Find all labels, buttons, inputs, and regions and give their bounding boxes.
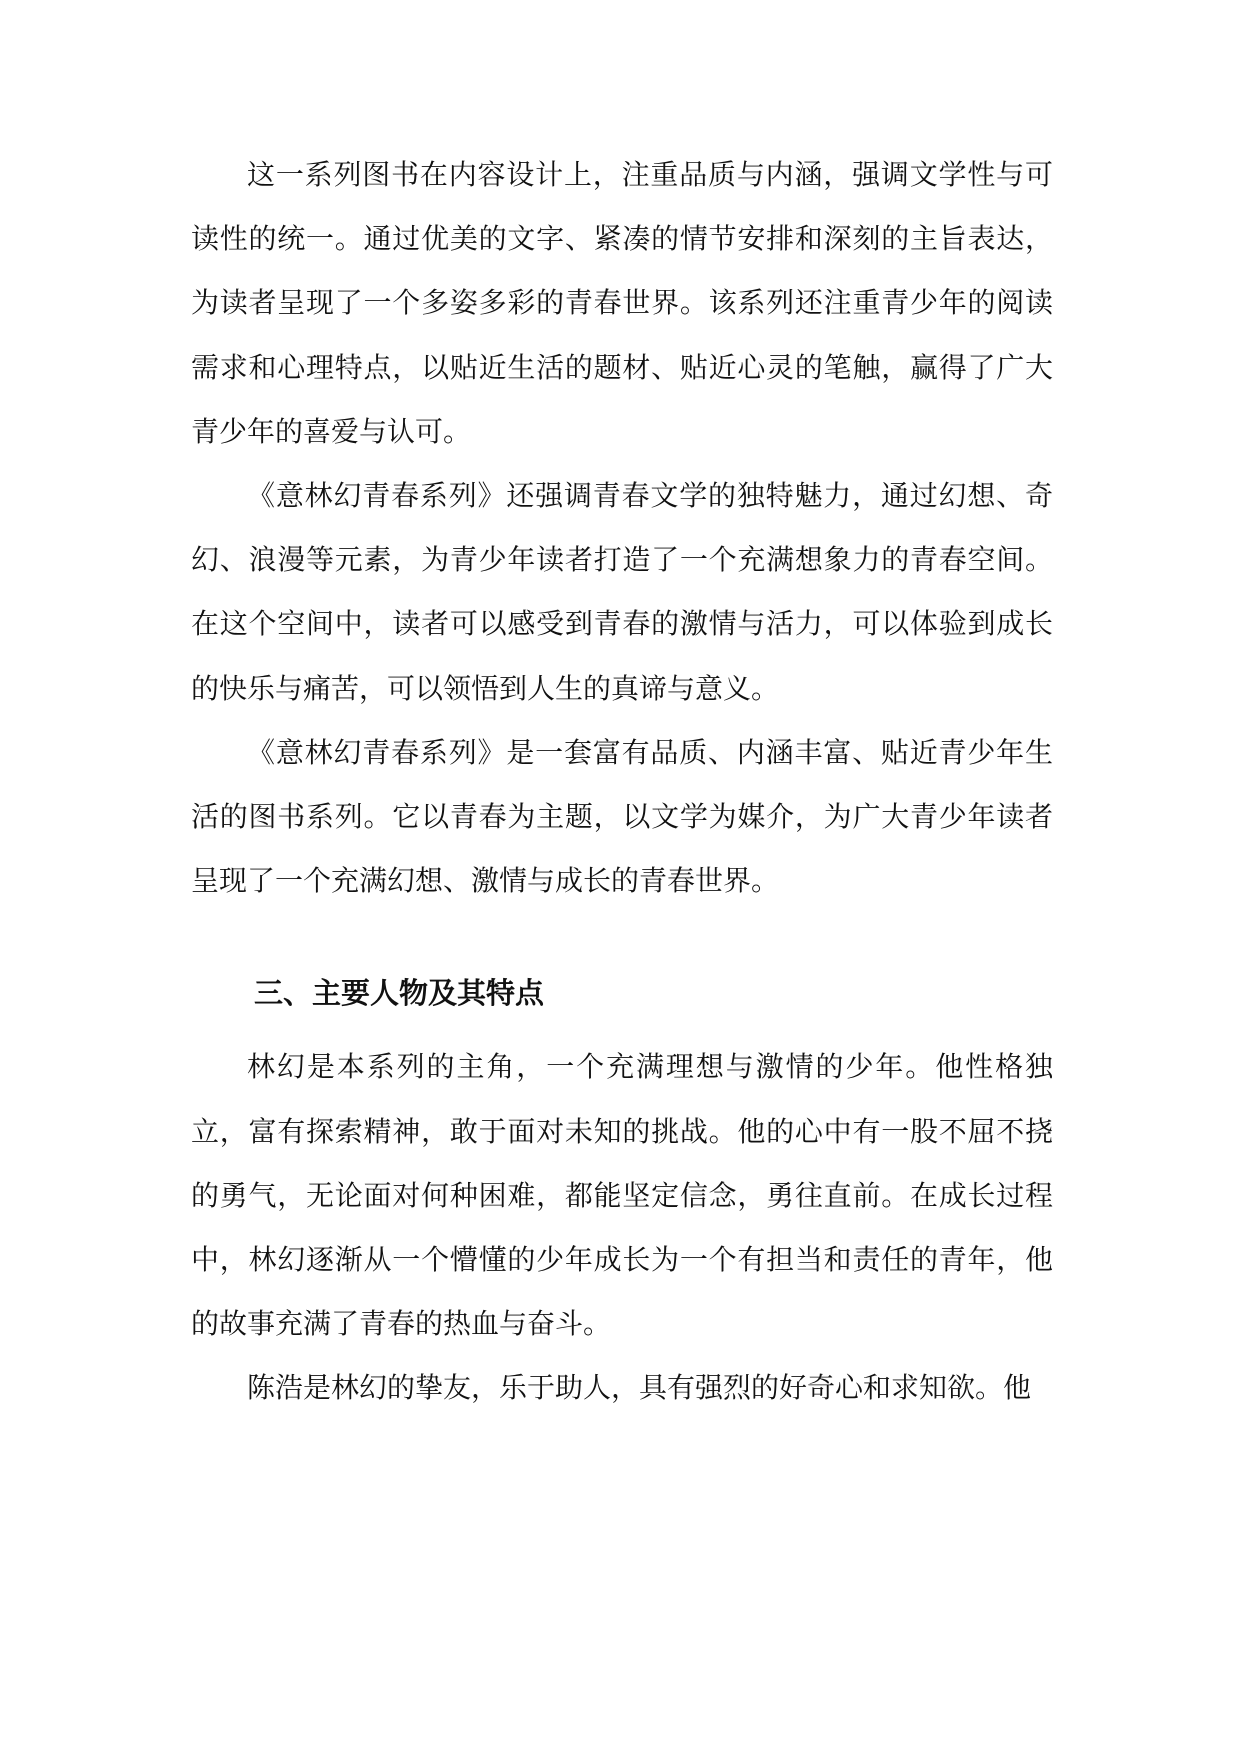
paragraph-youth-literature-charm: 《意林幻青春系列》还强调青春文学的独特魅力，通过幻想、奇幻、浪漫等元素，为青少年读者打造了一个充满想象力的青春空间。在这个空间中，读者可以感受到青春的激情与活力，可以体验到成长的快乐与痛苦，可以领悟到人生的真谛与意义。 bbox=[191, 479, 1053, 705]
paragraph-series-summary: 《意林幻青春系列》是一套富有品质、内涵丰富、贴近青少年生活的图书系列。它以青春为主题，以文学为媒介，为广大青少年读者呈现了一个充满幻想、激情与成长的青春世界。 bbox=[191, 735, 1053, 898]
paragraph-content-design: 这一系列图书在内容设计上，注重品质与内涵，强调文学性与可读性的统一。通过优美的文字、紧凑的情节安排和深刻的主旨表达，为读者呈现了一个多姿多彩的青春世界。该系列还注重青少年的阅读需求和心理特点，以贴近生活的题材、贴近心灵的笔触，赢得了广大青少年的喜爱与认可。 bbox=[191, 158, 1053, 448]
document-body bbox=[191, 143, 1053, 1421]
paragraph-character-lin-huan: 林幻是本系列的主角，一个充满理想与激情的少年。他性格独立，富有探索精神，敢于面对未知的挑战。他的心中有一股不屈不挠的勇气，无论面对何种困难，都能坚定信念，勇往直前。在成长过程中，林幻逐渐从一个懵懂的少年成长为一个有担当和责任的青年，他的故事充满了青春的热血与奋斗。 bbox=[191, 1050, 1053, 1341]
section-heading-main-characters: 三、主要人物及其特点 bbox=[254, 976, 545, 1011]
paragraph-character-chen-hao: 陈浩是林幻的挚友，乐于助人，具有强烈的好奇心和求知欲。他 bbox=[247, 1371, 1032, 1405]
